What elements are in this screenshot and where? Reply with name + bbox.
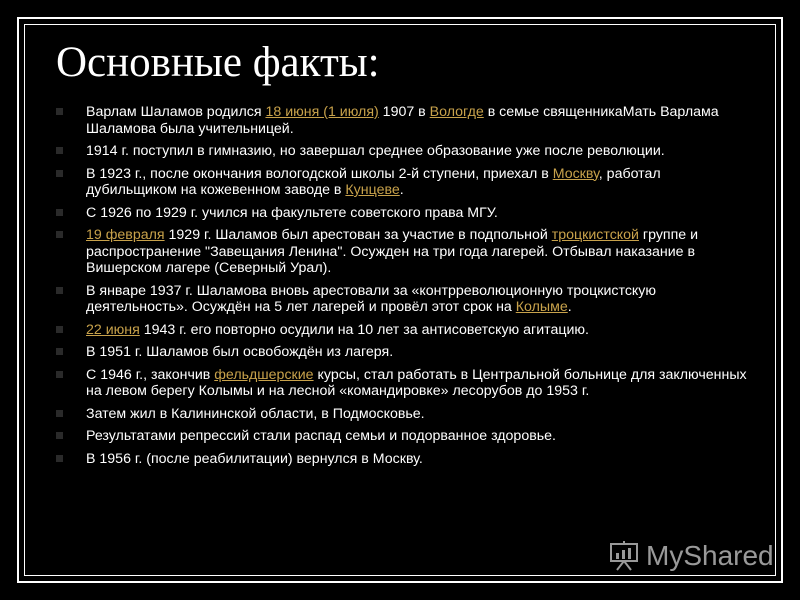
- bullet-marker: [56, 455, 63, 462]
- bullet-text: В 1956 г. (после реабилитации) вернулся в Москву.: [86, 450, 423, 467]
- bullet-item: [55, 166, 755, 199]
- bullet-item: [55, 406, 755, 423]
- bullet-marker: [56, 231, 63, 238]
- bullet-text: Варлам Шаламов родился: [86, 104, 266, 120]
- watermark: [608, 538, 774, 574]
- bullet-text: в семье священникаМать Варлама Шаламова была учительницей.: [86, 104, 719, 137]
- bullet-text: 1907 в: [378, 104, 430, 120]
- bullet-marker: [56, 108, 63, 115]
- bullet-text: В январе 1937 г. Шаламова вновь арестовали за «контрреволюционную троцкистскую деятельность». Осуждён на 5 лет лагерей и провёл этот срок на: [86, 282, 657, 315]
- presentation-board-icon: [608, 541, 640, 571]
- hyperlink[interactable]: 19 февраля: [86, 227, 165, 243]
- bullet-marker: [56, 371, 63, 378]
- bullet-text: .: [567, 299, 572, 315]
- bullet-text: группе и распространение "Завещания Ленина". Осужден на три года лагерей. Отбывал наказание в Вишерском лагере (Северный Урал).: [86, 227, 699, 276]
- bullet-text: курсы, стал работать в Центральной больнице для заключенных на левом берегу Колымы и на лесной «командировке» лесорубов до 1953 г.: [86, 366, 747, 399]
- bullet-marker: [56, 287, 63, 294]
- bullet-text: 1943 г. его повторно осудили на 10 лет за антисоветскую агитацию.: [139, 321, 589, 338]
- bullet-marker: [56, 326, 63, 333]
- bullet-text: В 1951 г. Шаламов был освобождён из лагеря.: [86, 344, 394, 360]
- bullet-item: [55, 143, 755, 160]
- bullet-marker: [56, 348, 63, 355]
- bullet-text: Затем жил в Калининской области, в Подмосковье.: [86, 405, 425, 422]
- bullet-marker: [56, 432, 63, 439]
- bullet-list: [55, 104, 755, 473]
- bullet-text: .: [399, 182, 404, 198]
- bullet-item: [55, 227, 755, 277]
- hyperlink[interactable]: Вологде: [429, 104, 484, 120]
- hyperlink[interactable]: Кунцеве: [345, 182, 400, 198]
- bullet-text: С 1926 по 1929 г. учился на факультете советского права МГУ.: [86, 204, 498, 221]
- bullet-marker: [56, 410, 63, 417]
- bullet-text: С 1946 г., закончив: [86, 366, 215, 383]
- bullet-text: , работал дубильщиком на кожевенном заводе в: [86, 165, 661, 198]
- bullet-item: [55, 367, 755, 400]
- hyperlink[interactable]: Колыме: [515, 299, 568, 315]
- hyperlink[interactable]: 18 июня (1 июля): [265, 104, 379, 120]
- bullet-item: [55, 428, 755, 445]
- bullet-marker: [56, 147, 63, 154]
- slide-title: Основные факты:: [56, 39, 380, 86]
- bullet-item: [55, 283, 755, 316]
- hyperlink[interactable]: Москву: [552, 165, 599, 182]
- bullet-item: [55, 104, 755, 137]
- hyperlink[interactable]: 22 июня: [86, 321, 140, 338]
- bullet-text: 1929 г. Шаламов был арестован за участие в подпольной: [164, 227, 552, 243]
- bullet-item: [55, 322, 755, 339]
- bullet-text: 1914 г. поступил в гимназию, но завершал среднее образование уже после революции.: [86, 143, 665, 159]
- bullet-marker: [56, 209, 63, 216]
- hyperlink[interactable]: фельдшерские: [214, 366, 314, 383]
- bullet-item: [55, 451, 755, 468]
- bullet-item: [55, 205, 755, 222]
- hyperlink[interactable]: троцкистской: [551, 227, 639, 243]
- bullet-text: Результатами репрессий стали распад семьи и подорванное здоровье.: [86, 428, 556, 444]
- bullet-text: В 1923 г., после окончания вологодской школы 2-й ступени, приехал в: [86, 165, 553, 182]
- bullet-marker: [56, 170, 63, 177]
- bullet-item: [55, 344, 755, 361]
- watermark-text: MyShared: [646, 540, 774, 571]
